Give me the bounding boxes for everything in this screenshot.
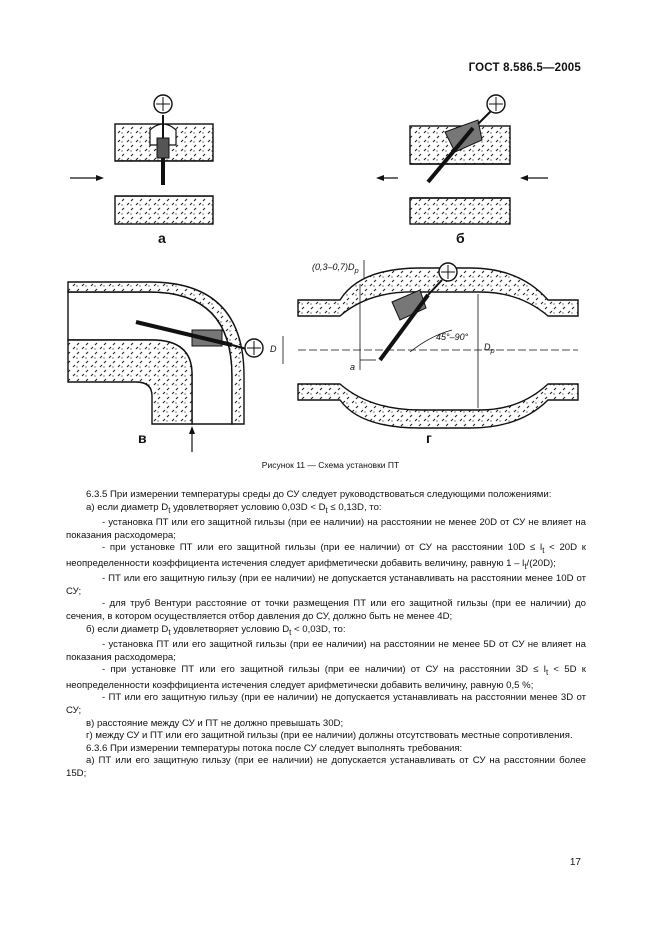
diagram-a (70, 95, 213, 224)
item-v: в) расстояние между СУ и ПТ не должно превышать 30D; (86, 717, 344, 729)
figure-caption: Рисунок 11 — Схема установки ПТ (261, 460, 400, 470)
annotation-d-right: $D_р$ (484, 342, 495, 355)
annotation-a: a (350, 362, 356, 372)
label-g: г (426, 430, 432, 446)
item-a-1: - установка ПТ или его защитной гильзы (при ее наличии) на расстоянии не менее 20D от СУ не влияет на показания расходомера; (66, 517, 586, 541)
paragraph-6-3-5: 6.3.5 При измерении температуры среды до СУ следует руководствоваться следующими положениями: (86, 489, 552, 500)
label-a: а (158, 230, 166, 246)
item-a-4: - для труб Вентури расстояние от точки размещения ПТ или его защитной гильзы (при ее наличии) до сечения, в котором осуществляется отбор давления до СУ, должно быть не менее 4D; (66, 598, 586, 623)
item-b-2: - при установке ПТ или его защитной гильзы (при ее наличии) от СУ на расстоянии $3D \le l_t < 5D$ к неопределенности коэффициента истечения следует арифметически добавить величину, равную 0,5 %; (66, 664, 587, 691)
item-a: а) если диаметр $D_t$ удовлетворяет условию $0,03D < D_t \le 0,13D$, то: (86, 501, 382, 515)
annotation-angle: 45°–90° (436, 332, 469, 342)
annotation-d-left: D (270, 344, 277, 354)
item-b: б) если диаметр $D_t$ удовлетворяет условию $D_t < 0,03D$, то: (86, 623, 346, 637)
item-a-3: - ПТ или его защитную гильзу (при ее наличии) не допускается устанавливать на расстоянии менее 10D от СУ; (66, 573, 586, 597)
item-6-3-6-a: а) ПТ или его защитную гильзу (при ее наличии) не допускается устанавливать от СУ на расстоянии более 15D; (66, 755, 586, 779)
body-text (66, 489, 586, 781)
page-number: 17 (569, 857, 581, 868)
item-b-3: - ПТ или его защитную гильзу (при ее наличии) не допускается устанавливать на расстоянии менее 3D от СУ; (66, 692, 586, 717)
paragraph-6-3-6: 6.3.6 При измерении температуры потока после СУ следует выполнять требования: (86, 742, 463, 754)
annotation-distance: $(0,3-0,7)D_р$ (312, 262, 359, 275)
label-b: б (456, 230, 465, 246)
item-a-2: - при установке ПТ или его защитной гильзы (при ее наличии) от СУ на расстоянии $10D \le l_t < 20D$ к неопределенности коэффициента истечения следует арифметически добавить величину, равную $1 - l_t/(20D)$; (66, 542, 586, 571)
diagram-v (68, 282, 263, 452)
label-v: в (138, 430, 147, 446)
diagram-g (283, 260, 578, 428)
document-code: ГОСТ 8.586.5—2005 (468, 62, 581, 74)
diagram-b (376, 95, 548, 224)
item-b-1: - установка ПТ или его защитной гильзы (при ее наличии) на расстоянии не менее 5D от СУ не влияет на показания расходомера; (66, 639, 586, 663)
item-g: г) между СУ и ПТ или его защитной гильзы (при ее наличии) должны отсутствовать местные сопротивления. (86, 730, 573, 742)
